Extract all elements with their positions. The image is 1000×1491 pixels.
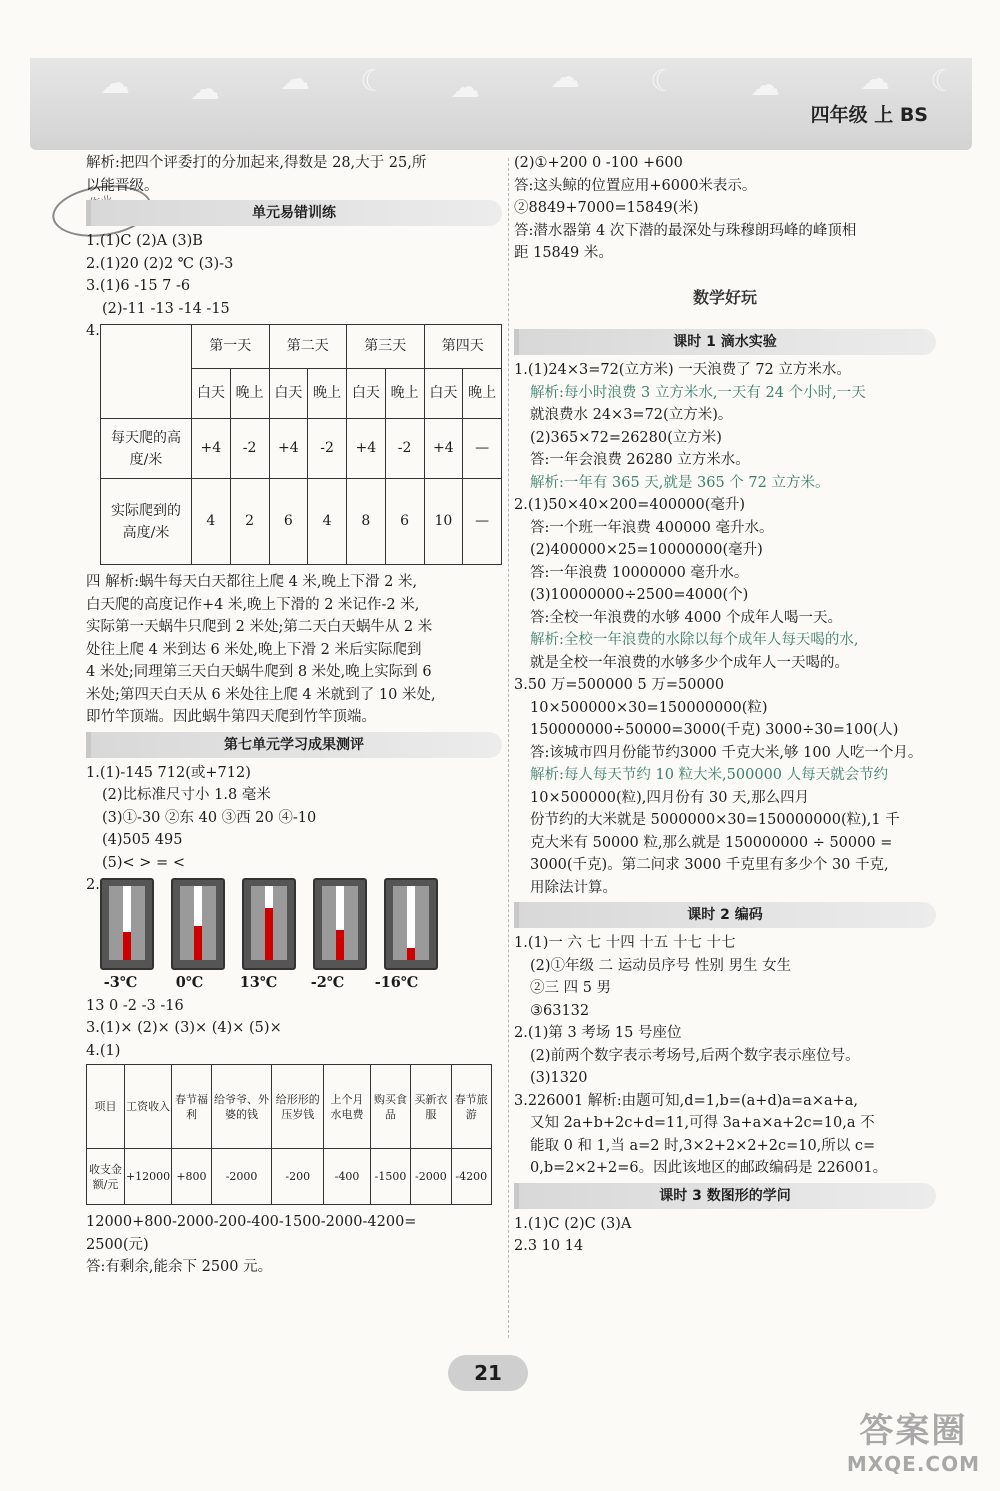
table-cell: — (463, 479, 502, 565)
table-header: 买新衣服 (411, 1065, 451, 1149)
table-subheader: 晚上 (308, 369, 347, 419)
analysis-line: 就浪费水 24×3=72(立方米)。 (530, 407, 733, 423)
table-header: 给爷爷、外婆的钱 (211, 1065, 272, 1149)
answer-line: 答:一个班一年浪费 400000 毫升水。 (530, 519, 774, 536)
answer-line: 2500(元) (86, 1236, 149, 1253)
table-cell: -400 (324, 1149, 371, 1205)
cloud-icon: ☁ (860, 62, 890, 97)
table-header: 春节福利 (172, 1065, 212, 1149)
answer-line: 2.3 10 14 (514, 1238, 584, 1254)
cloud-icon: ☁ (190, 72, 220, 107)
table-cell: -2000 (411, 1149, 451, 1205)
section-heading-unit7-test: 第七单元学习成果测评 (86, 732, 502, 758)
question-number: 4. (86, 323, 100, 339)
snail-table (100, 324, 502, 565)
answer-line: 1.(1)24×3=72(立方米) 一天浪费了 72 立方米水。 (514, 362, 851, 378)
answer-line: 能取 0 和 1,当 a=2 时,3×2+2×2+2c=10,所以 c= (530, 1137, 876, 1154)
answer-line: (2)前两个数字表示考场号,后两个数字表示座位号。 (530, 1047, 860, 1064)
temperature-reading: -3℃ (103, 974, 138, 991)
page-header-banner (30, 58, 972, 150)
answer-line: (3)1320 (530, 1070, 588, 1086)
answer-line: 1.(1)C (2)C (3)A (514, 1215, 632, 1232)
cloud-icon: ☁ (280, 62, 310, 97)
table-header: 工资收入 (124, 1065, 171, 1149)
page-number: 21 (448, 1355, 528, 1391)
analysis-line: 3000(千克)。第二问求 3000 千克里有多少个 30 千克, (530, 857, 889, 873)
table-cell: -1500 (370, 1149, 410, 1205)
answer-line: 12000+800-2000-200-400-1500-2000-4200= (86, 1214, 417, 1230)
analysis-line: 解析:每小时浪费 3 立方米水,一天有 24 个小时,一天 (530, 384, 866, 401)
table-cell: 6 (269, 479, 308, 565)
moon-icon: ☾ (930, 64, 957, 99)
answer-line: (2)比标准尺寸小 1.8 毫米 (102, 787, 271, 803)
temperature-reading: -2℃ (310, 974, 345, 991)
column-divider (508, 158, 509, 1338)
analysis-line: 解析:每人每天节约 10 粒大米,500000 人每天就会节约 (530, 767, 889, 783)
analysis-line: 实际第一天蜗牛只爬到 2 米处;第二天白天蜗牛从 2 米 (86, 619, 433, 635)
answer-line: ②8849+7000=15849(米) (514, 200, 699, 216)
analysis-line: 解析:全校一年浪费的水除以每个成年人每天喝的水, (530, 632, 859, 648)
question-4-block (86, 320, 502, 571)
answer-line: 13 0 -2 -3 -16 (86, 997, 184, 1014)
table-cell: +12000 (124, 1149, 171, 1205)
table-cell: +4 (347, 419, 386, 479)
cloud-icon: ☁ (550, 60, 580, 95)
table-cell: +4 (192, 419, 231, 479)
table-cell: -2 (308, 419, 347, 479)
answer-line: 答:该城市四月份能节约3000 千克大米,够 100 人吃一个月。 (530, 744, 923, 761)
answer-line: 距 15849 米。 (514, 245, 613, 261)
thermometer-readings (86, 972, 502, 995)
answer-line: 3.(1)× (2)× (3)× (4)× (5)× (86, 1020, 282, 1036)
table-header: 购买食品 (370, 1065, 410, 1149)
table-cell: +800 (172, 1149, 212, 1205)
row-label: 收支金额/元 (87, 1149, 125, 1205)
table-subheader: 白天 (347, 369, 386, 419)
answer-line: 3.50 万=500000 5 万=50000 (514, 677, 725, 693)
analysis-line: 用除法计算。 (530, 879, 617, 896)
answer-line: (2)-11 -13 -14 -15 (102, 300, 230, 317)
analysis-line: 白天爬的高度记作+4 米,晚上下滑的 2 米记作-2 米, (86, 596, 420, 613)
table-cell: -2000 (211, 1149, 272, 1205)
answer-line: 2.(1)第 3 考场 15 号座位 (514, 1025, 682, 1041)
thermometer-image (100, 878, 154, 970)
answer-line: 答:一年会浪费 26280 立方米水。 (530, 452, 750, 468)
watermark-url: MXQE.COM (846, 1452, 980, 1476)
answer-line: 答:有剩余,能余下 2500 元。 (86, 1259, 273, 1275)
temperature-reading: -16℃ (374, 974, 419, 991)
analysis-line: 米处;第四天白天从 6 米处往上爬 4 米就到了 10 米处, (86, 686, 436, 703)
table-subheader: 晚上 (385, 369, 424, 419)
analysis-line: 解析:一年有 365 天,就是 365 个 72 立方米。 (530, 474, 830, 491)
thermometer-row (100, 878, 438, 970)
answer-line: 又知 2a+b+2c+d=11,可得 3a+a×a+2c=10,a 不 (530, 1115, 875, 1131)
table-cell: 10 (424, 479, 463, 565)
table-header: 给形形的压岁钱 (272, 1065, 324, 1149)
answer-line: 答:一年浪费 10000000 毫升水。 (530, 564, 749, 581)
row-label: 每天爬的高度/米 (101, 419, 192, 479)
section-heading-lesson1: 课时 1 滴水实验 (514, 329, 936, 355)
row-label: 实际爬到的高度/米 (101, 479, 192, 565)
chapter-title: 数学好玩 (692, 287, 757, 307)
table-subheader: 白天 (192, 369, 231, 419)
thermometer-image (171, 878, 225, 970)
income-expense-table (86, 1064, 492, 1205)
table-header: 春节旅游 (451, 1065, 491, 1149)
answer-line: (4)505 495 (102, 832, 183, 848)
table-header: 项目 (87, 1065, 125, 1149)
answer-line: 2.(1)50×40×200=400000(毫升) (514, 497, 746, 513)
table-cell: -2 (385, 419, 424, 479)
answer-line: 答:这头鲸的位置应用+6000米表示。 (514, 177, 757, 194)
answer-line: (2)365×72=26280(立方米) (530, 429, 722, 446)
analysis-line: 即竹竿顶端。因此蜗牛第四天爬到竹竿顶端。 (86, 709, 376, 725)
table-subheader: 晚上 (230, 369, 269, 419)
cloud-icon: ☁ (450, 70, 480, 105)
table-header-day: 第二天 (269, 325, 347, 369)
temperature-reading: 13℃ (239, 974, 278, 991)
analysis-line: 就是全校一年浪费的水够多少个成年人一天喝的。 (530, 654, 849, 671)
answer-line: 1.(1)-145 712(或+712) (86, 764, 251, 781)
thermometer-image (384, 878, 438, 970)
thermometer-block (86, 874, 502, 972)
table-cell: — (463, 419, 502, 479)
table-subheader: 白天 (269, 369, 308, 419)
moon-icon: ☾ (360, 64, 387, 99)
analysis-line: 克大米有 50000 粒,那么就是 150000000 ÷ 50000 = (530, 834, 893, 851)
left-column (86, 152, 502, 1279)
table-corner (101, 325, 192, 419)
answer-line: 150000000÷50000=3000(千克) 3000÷30=100(人) (530, 722, 899, 738)
analysis-line: 10×500000(粒),四月份有 30 天,那么四月 (530, 789, 810, 806)
moon-icon: ☾ (650, 64, 677, 99)
grade-label: 四年级 上 BS (810, 104, 928, 126)
section-heading-lesson3: 课时 3 数图形的学问 (514, 1183, 936, 1209)
answer-line: 3.(1)6 -15 7 -6 (86, 278, 191, 294)
table-cell: 4 (192, 479, 231, 565)
table-subheader: 白天 (424, 369, 463, 419)
table-subheader: 晚上 (463, 369, 502, 419)
answer-line: 2.(1)20 (2)2 ℃ (3)-3 (86, 255, 234, 272)
table-cell: 4 (308, 479, 347, 565)
section-heading-unit-errors: 单元易错训练 (86, 200, 502, 226)
answer-line: 1.(1)一 六 七 十四 十五 十七 十七 (514, 935, 736, 951)
table-cell: 6 (385, 479, 424, 565)
analysis-line: 4 米处;同理第三天白天蜗牛爬到 8 米处,晚上实际到 6 (86, 664, 432, 680)
table-cell: -4200 (451, 1149, 491, 1205)
watermark-logo-text: 答案圈 (859, 1411, 968, 1451)
cloud-icon: ☁ (100, 66, 130, 101)
question-number: 2. (86, 877, 100, 893)
answer-line: 4.(1) (86, 1042, 121, 1059)
table-header: 上个月水电费 (324, 1065, 371, 1149)
table-header-day: 第三天 (347, 325, 425, 369)
answer-line: (5)< > = < (102, 854, 185, 871)
intro-line: 以能晋级。 (86, 177, 159, 194)
cloud-icon: ☁ (750, 68, 780, 103)
right-column (514, 152, 936, 1258)
thermometer-image (313, 878, 367, 970)
table-cell: +4 (424, 419, 463, 479)
answer-line: (3)①-30 ②东 40 ③西 20 ④-10 (102, 809, 317, 826)
thermometer-image (242, 878, 296, 970)
answer-line: 答:潜水器第 4 次下潜的最深处与珠穆朗玛峰的峰顶相 (514, 222, 857, 239)
answer-line: 1.(1)C (2)A (3)B (86, 233, 203, 249)
table-cell: -200 (272, 1149, 324, 1205)
table-cell: -2 (230, 419, 269, 479)
answer-line: 0,b=2×2+2=6。因此该地区的邮政编码是 226001。 (530, 1160, 888, 1176)
table-cell: +4 (269, 419, 308, 479)
section-heading-lesson2: 课时 2 编码 (514, 902, 936, 928)
analysis-line: 四 解析:蜗牛每天白天都往上爬 4 米,晚上下滑 2 米, (86, 574, 418, 590)
answer-line: (3)10000000÷2500=4000(个) (530, 587, 749, 603)
table-header-day: 第四天 (424, 325, 502, 369)
site-watermark (847, 1403, 980, 1476)
answer-line: (2)①+200 0 -100 +600 (514, 155, 683, 171)
answer-line: (2)400000×25=10000000(毫升) (530, 542, 763, 558)
answer-line: (2)①年级 二 运动员序号 性别 男生 女生 (530, 957, 792, 974)
table-cell: 2 (230, 479, 269, 565)
answer-line: 10×500000×30=150000000(粒) (530, 699, 768, 716)
answer-line: 答:全校一年浪费的水够 4000 个成年人喝一天。 (530, 609, 843, 626)
analysis-line: 份节约的大米就是 5000000×30=150000000(粒),1 千 (530, 812, 900, 828)
intro-line: 解析:把四个评委打的分加起来,得数是 28,大于 25,所 (86, 155, 427, 171)
answer-line: ③63132 (530, 1002, 590, 1019)
table-header-day: 第一天 (192, 325, 270, 369)
analysis-line: 处往上爬 4 米到达 6 米处,晚上下滑 2 米后实际爬到 (86, 641, 422, 658)
answer-line: ②三 四 5 男 (530, 980, 612, 996)
temperature-reading: 0℃ (175, 974, 204, 991)
answer-line: 3.226001 解析:由题可知,d=1,b=(a+d)a=a×a+a, (514, 1092, 859, 1109)
table-cell: 8 (347, 479, 386, 565)
